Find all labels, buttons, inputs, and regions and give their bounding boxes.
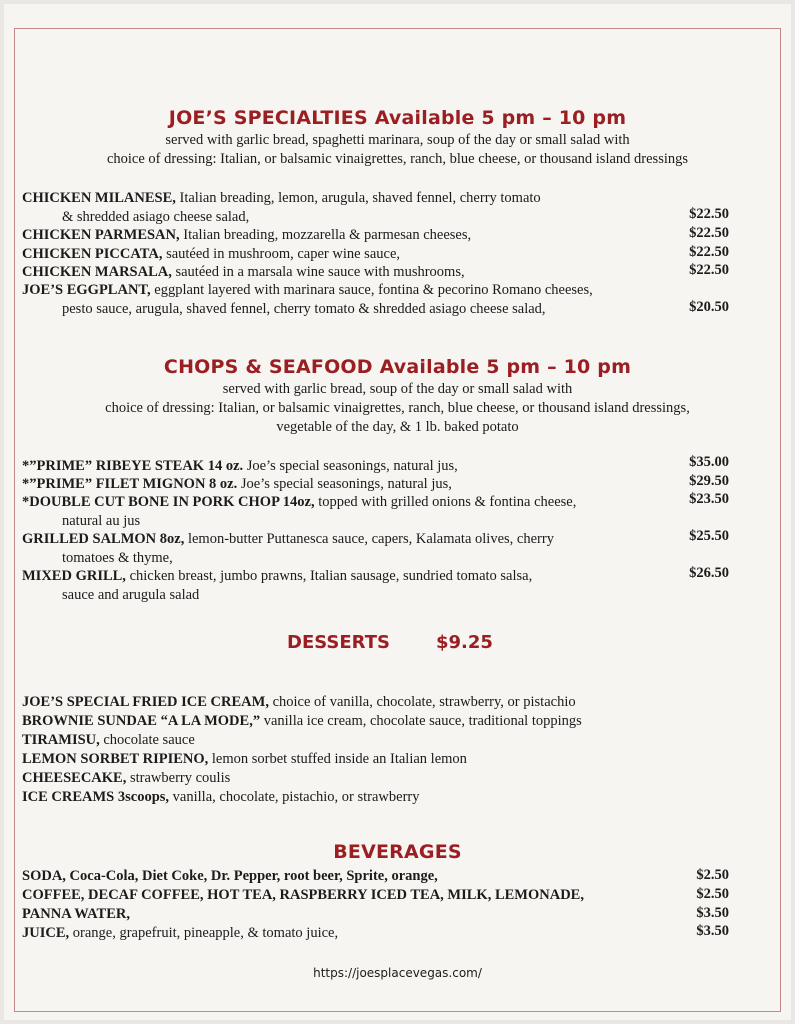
beverage-item-coffee xyxy=(22,886,584,904)
item-desc: Italian breading, lemon, arugula, shaved fennel, cherry tomato xyxy=(175,190,541,206)
specialty-item-piccata xyxy=(22,245,400,263)
item-desc: vanilla, chocolate, pistachio, or strawberry xyxy=(169,789,420,805)
beverage-item-juice xyxy=(22,924,338,942)
item-name: CHICKEN MARSALA, xyxy=(22,264,172,280)
item-desc: lemon sorbet stuffed inside an Italian lemon xyxy=(208,751,467,767)
item-price: $20.50 xyxy=(689,299,729,315)
item-desc: lemon-butter Puttanesca sauce, capers, Kalamata olives, cherry xyxy=(184,531,554,547)
item-name: TIRAMISU, xyxy=(22,732,100,748)
specialties-title: JOE’S SPECIALTIES Available 5 pm – 10 pm xyxy=(168,107,627,129)
item-desc: strawberry coulis xyxy=(126,770,231,786)
dessert-item xyxy=(22,731,195,749)
item-name: LEMON SORBET RIPIENO, xyxy=(22,751,209,767)
item-name: *DOUBLE CUT BONE IN PORK CHOP 14oz, xyxy=(22,494,315,510)
item-price: $35.00 xyxy=(689,454,729,470)
item-name: PANNA WATER, xyxy=(22,906,130,922)
desserts-title: DESSERTS xyxy=(287,632,390,653)
specialty-item-parmesan xyxy=(22,226,471,244)
item-name: COFFEE, DECAF COFFEE, HOT TEA, RASPBERRY ICED TEA, MILK, LEMONADE, xyxy=(22,887,584,903)
item-name: JOE’S EGGPLANT, xyxy=(22,282,151,298)
dessert-item xyxy=(22,693,576,711)
item-desc: sautéed in a marsala wine sauce with mushrooms, xyxy=(171,264,465,280)
chops-subtitle-2: choice of dressing: Italian, or balsamic vinaigrettes, ranch, blue cheese, or thousand island dressings, xyxy=(105,400,690,416)
item-desc-cont: tomatoes & thyme, xyxy=(62,550,173,566)
chops-item-ribeye xyxy=(22,457,458,475)
item-desc: chicken breast, jumbo prawns, Italian sausage, sundried tomato salsa, xyxy=(125,568,533,584)
specialty-item-marsala xyxy=(22,263,465,281)
specialty-item-eggplant xyxy=(22,281,593,299)
item-price: $26.50 xyxy=(689,565,729,581)
item-price: $25.50 xyxy=(689,528,729,544)
specialties-subtitle-2: choice of dressing: Italian, or balsamic vinaigrettes, ranch, blue cheese, or thousand island dressings xyxy=(106,151,689,167)
chops-item-salmon xyxy=(22,530,554,548)
chops-subtitle-3: vegetable of the day, & 1 lb. baked potato xyxy=(276,419,519,435)
website-url[interactable]: https://joesplacevegas.com/ xyxy=(313,966,482,980)
chops-item-filet xyxy=(22,475,452,493)
item-desc: orange, grapefruit, pineapple, & tomato juice, xyxy=(69,925,339,941)
item-name: SODA, xyxy=(22,868,66,884)
item-name: BROWNIE SUNDAE “A LA MODE,” xyxy=(22,713,261,729)
beverage-item-water xyxy=(22,905,130,923)
item-name: CHEESECAKE, xyxy=(22,770,127,786)
item-desc: chocolate sauce xyxy=(99,732,195,748)
item-name: MIXED GRILL, xyxy=(22,568,126,584)
item-desc: Coca-Cola, Diet Coke, Dr. Pepper, root beer, Sprite, orange, xyxy=(65,868,438,884)
item-desc: topped with grilled onions & fontina cheese, xyxy=(314,494,577,510)
item-name: *”PRIME” RIBEYE STEAK 14 oz. xyxy=(22,458,244,474)
item-price: $2.50 xyxy=(696,867,729,883)
item-name: GRILLED SALMON 8oz, xyxy=(22,531,185,547)
item-price: $22.50 xyxy=(689,206,729,222)
specialties-subtitle-1: served with garlic bread, spaghetti marinara, soup of the day or small salad with xyxy=(165,132,630,148)
beverage-item-soda xyxy=(22,867,438,885)
item-desc: vanilla ice cream, chocolate sauce, traditional toppings xyxy=(260,713,582,729)
item-price: $22.50 xyxy=(689,262,729,278)
item-price: $3.50 xyxy=(696,905,729,921)
chops-subtitle-1: served with garlic bread, soup of the day or small salad with xyxy=(222,381,573,397)
dessert-item xyxy=(22,750,467,768)
dessert-item xyxy=(22,769,230,787)
item-name: CHICKEN MILANESE, xyxy=(22,190,176,206)
chops-title: CHOPS & SEAFOOD Available 5 pm – 10 pm xyxy=(163,356,632,378)
item-desc-cont: natural au jus xyxy=(62,513,141,529)
item-price: $22.50 xyxy=(689,225,729,241)
item-name: ICE CREAMS 3scoops, xyxy=(22,789,170,805)
dessert-item xyxy=(22,788,419,806)
item-desc-cont: pesto sauce, arugula, shaved fennel, cherry tomato & shredded asiago cheese salad, xyxy=(62,301,546,317)
desserts-price: $9.25 xyxy=(436,632,493,653)
chops-item-mixed-grill xyxy=(22,567,532,585)
item-desc: sautéed in mushroom, caper wine sauce, xyxy=(162,246,401,262)
item-desc-cont: sauce and arugula salad xyxy=(62,587,200,603)
item-name: CHICKEN PICCATA, xyxy=(22,246,163,262)
item-price: $2.50 xyxy=(696,886,729,902)
item-price: $29.50 xyxy=(689,473,729,489)
item-desc: Italian breading, mozzarella & parmesan cheeses, xyxy=(179,227,472,243)
item-desc: eggplant layered with marinara sauce, fontina & pecorino Romano cheeses, xyxy=(150,282,593,298)
item-desc: Joe’s special seasonings, natural jus, xyxy=(237,476,452,492)
item-name: *”PRIME” FILET MIGNON 8 oz. xyxy=(22,476,238,492)
item-name: JUICE, xyxy=(22,925,70,941)
dessert-item xyxy=(22,712,582,730)
menu-sheet xyxy=(4,4,791,1020)
beverages-title: BEVERAGES xyxy=(333,841,462,863)
item-price: $23.50 xyxy=(689,491,729,507)
item-name: CHICKEN PARMESAN, xyxy=(22,227,180,243)
specialty-item-milanese xyxy=(22,189,541,207)
item-desc: Joe’s special seasonings, natural jus, xyxy=(243,458,458,474)
item-price: $3.50 xyxy=(696,923,729,939)
item-desc-cont: & shredded asiago cheese salad, xyxy=(62,209,250,225)
item-desc: choice of vanilla, chocolate, strawberry, or pistachio xyxy=(268,694,576,710)
item-price: $22.50 xyxy=(689,244,729,260)
chops-item-pork-chop xyxy=(22,493,576,511)
item-name: JOE’S SPECIAL FRIED ICE CREAM, xyxy=(22,694,269,710)
